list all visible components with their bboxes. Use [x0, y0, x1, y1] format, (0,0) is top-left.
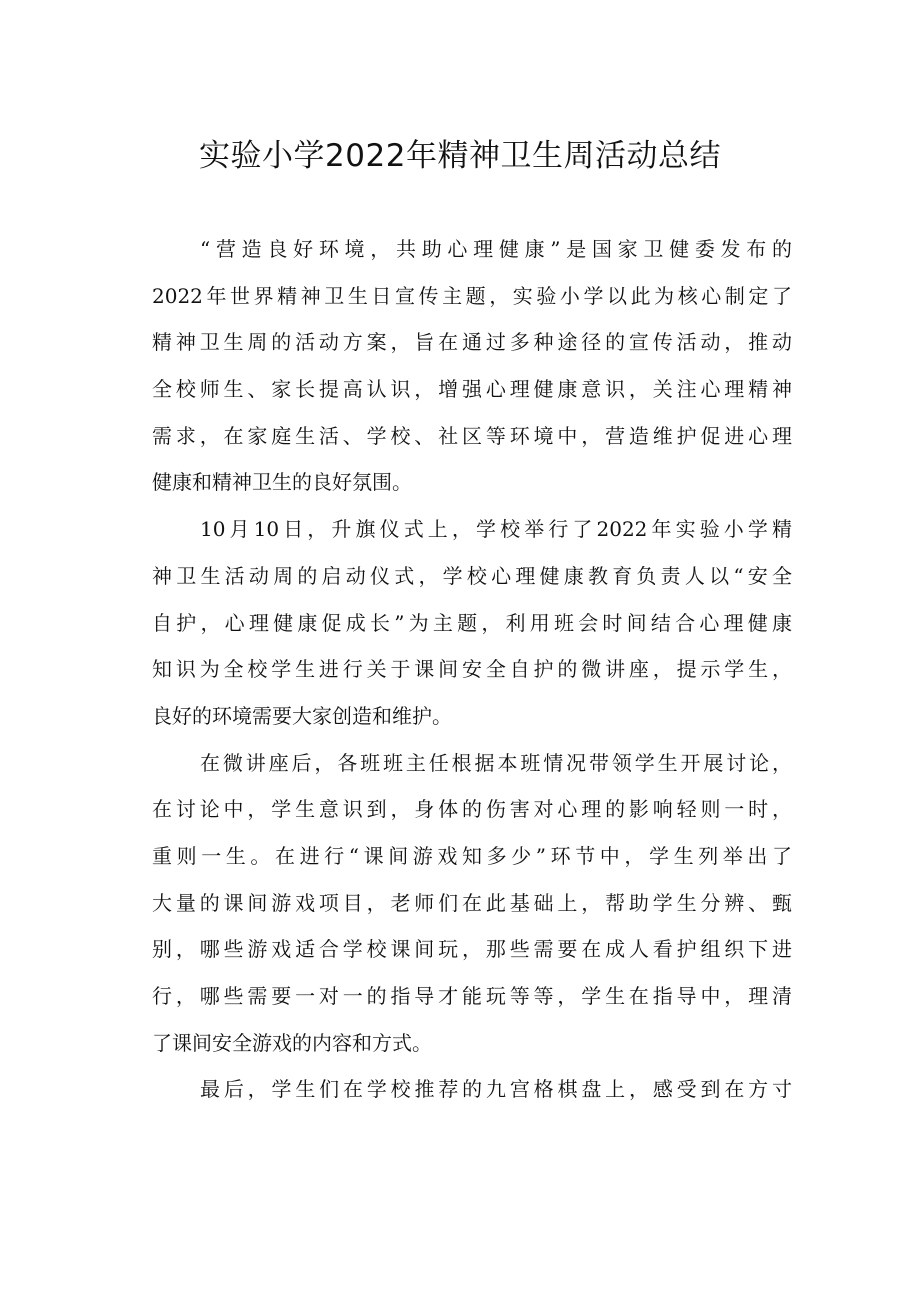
paragraph-3-line-3: 重则一生。在进行“课间游戏知多少”环节中，学生列举出了 [152, 843, 792, 868]
paragraph-3-line-2: 在讨论中，学生意识到，身体的伤害对心理的影响轻则一时， [152, 797, 792, 822]
paragraph-1-line-4: 全校师生、家长提高认识，增强心理健康意识，关注心理精神 [152, 377, 792, 402]
paragraph-3-line-7: 了课间安全游戏的内容和方式。 [152, 1030, 432, 1055]
document-body [152, 226, 792, 1113]
paragraph-1-line-1: “营造良好环境，共助心理健康”是国家卫健委发布的 [200, 237, 792, 261]
document-title: 实验小学2022年精神卫生周活动总结 [199, 138, 721, 174]
paragraph-3-line-5: 别，哪些游戏适合学校课间玩，那些需要在成人看护组织下进 [152, 937, 792, 962]
paragraph-2-line-3: 自护，心理健康促成长”为主题，利用班会时间结合心理健康 [152, 610, 792, 635]
paragraph-2-line-2: 神卫生活动周的启动仪式，学校心理健康教育负责人以“安全 [152, 563, 792, 588]
paragraph-3-line-4: 大量的课间游戏项目，老师们在此基础上，帮助学生分辨、甄 [152, 890, 792, 915]
paragraph-2-line-1: 10月10日，升旗仪式上，学校举行了2022年实验小学精 [200, 517, 792, 542]
paragraph-2-line-5: 良好的环境需要大家创造和维护。 [152, 703, 452, 728]
paragraph-4-line-1: 最后，学生们在学校推荐的九宫格棋盘上，感受到在方寸 [200, 1077, 792, 1102]
paragraph-1-line-6: 健康和精神卫生的良好氛围。 [152, 470, 412, 495]
paragraph-3-line-1: 在微讲座后，各班班主任根据本班情况带领学生开展讨论， [200, 750, 792, 775]
paragraph-1-line-5: 需求，在家庭生活、学校、社区等环境中，营造维护促进心理 [152, 423, 792, 448]
paragraph-1-line-2: 2022年世界精神卫生日宣传主题，实验小学以此为核心制定了 [152, 283, 792, 308]
paragraph-2-line-4: 知识为全校学生进行关于课间安全自护的微讲座，提示学生， [152, 657, 792, 682]
paragraph-1-line-3: 精神卫生周的活动方案，旨在通过多种途径的宣传活动，推动 [152, 330, 792, 355]
paragraph-3-line-6: 行，哪些需要一对一的指导才能玩等等，学生在指导中，理清 [152, 984, 792, 1008]
